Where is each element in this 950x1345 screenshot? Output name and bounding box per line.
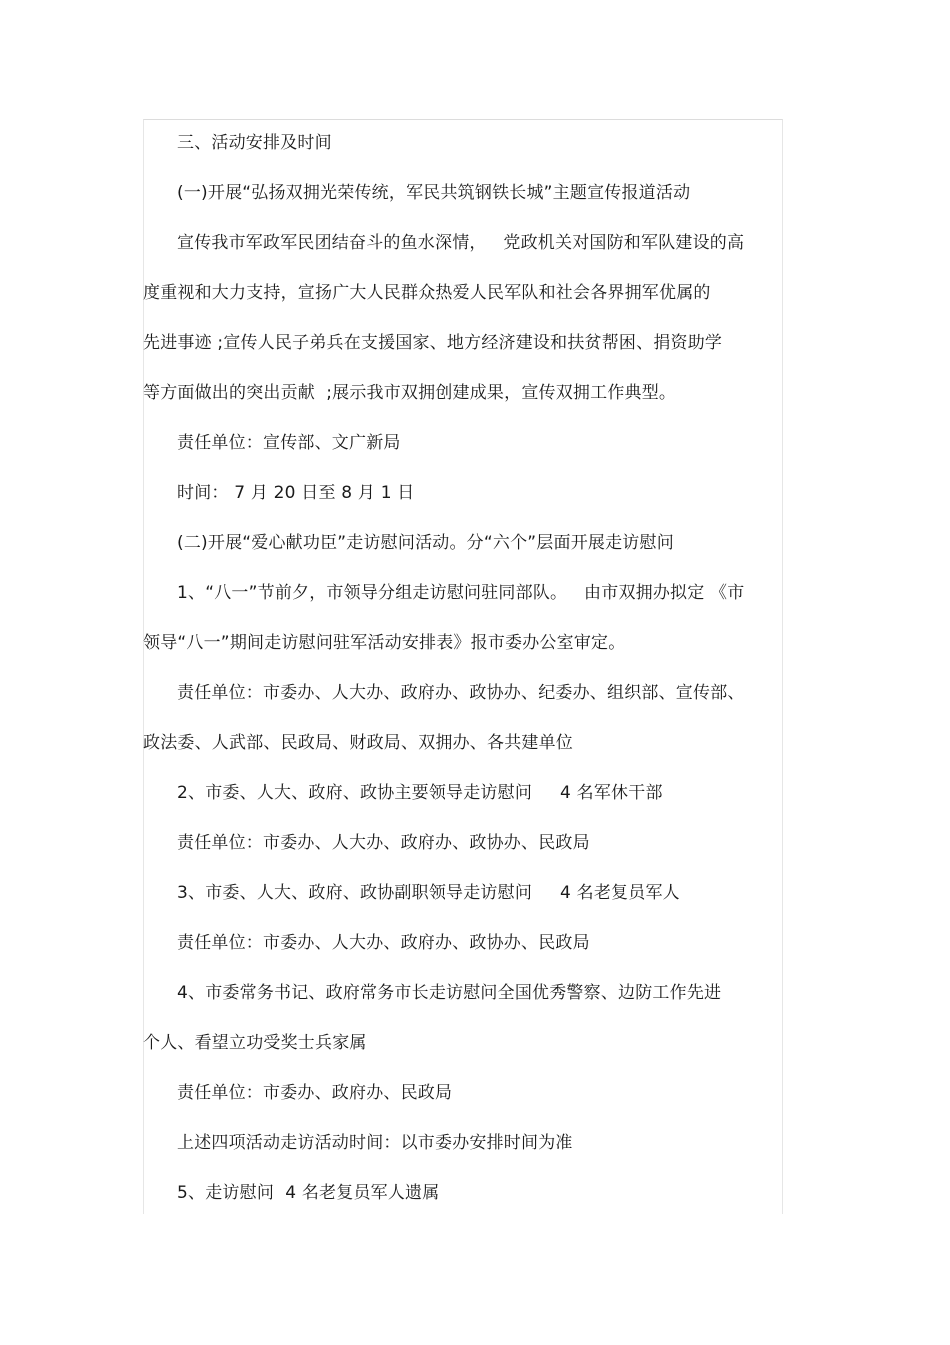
time-line: 时间： 7 月 20 日至 8 月 1 日 <box>177 483 415 503</box>
subsection-heading-2: (二)开展“爱心献功臣”走访慰问活动。分“六个”层面开展走访慰问 <box>177 533 674 553</box>
item-4-line: 4、市委常务书记、政府常务市长走访慰问全国优秀警察、边防工作先进 <box>177 983 722 1003</box>
responsible-unit-line: 责任单位：市委办、政府办、民政局 <box>177 1083 453 1103</box>
item-5-line: 5、走访慰问 4 名老复员军人遗属 <box>177 1183 440 1203</box>
paragraph-line: 等方面做出的突出贡献 ;展示我市双拥创建成果，宣传双拥工作典型。 <box>143 383 677 403</box>
subsection-heading-1: (一)开展“弘扬双拥光荣传统，军民共筑钢铁长城”主题宣传报道活动 <box>177 183 691 203</box>
item-3-line: 3、市委、人大、政府、政协副职领导走访慰问 4 名老复员军人 <box>177 883 680 903</box>
responsible-unit-line: 责任单位：市委办、人大办、政府办、政协办、民政局 <box>177 933 590 953</box>
paragraph-line: 宣传我市军政军民团结奋斗的鱼水深情， 党政机关对国防和军队建设的高 <box>177 233 745 253</box>
paragraph-line: 先进事迹 ;宣传人民子弟兵在支援国家、地方经济建设和扶贫帮困、捐资助学 <box>143 333 723 353</box>
responsible-unit-line: 责任单位：市委办、人大办、政府办、政协办、民政局 <box>177 833 590 853</box>
item-4-line: 个人、看望立功受奖士兵家属 <box>143 1033 367 1053</box>
responsible-unit-line: 责任单位：市委办、人大办、政府办、政协办、纪委办、组织部、宣传部、 <box>177 683 745 703</box>
item-1-line: 领导“八一”期间走访慰问驻军活动安排表》报市委办公室审定。 <box>143 633 626 653</box>
section-heading: 三、活动安排及时间 <box>177 133 332 153</box>
paragraph-line: 度重视和大力支持，宣扬广大人民群众热爱人民军队和社会各界拥军优属的 <box>143 283 711 303</box>
item-2-line: 2、市委、人大、政府、政协主要领导走访慰问 4 名军休干部 <box>177 783 663 803</box>
item-1-line: 1、“八一”节前夕，市领导分组走访慰问驻同部队。 由市双拥办拟定 《市 <box>177 583 745 603</box>
responsible-unit-line: 责任单位：宣传部、文广新局 <box>177 433 401 453</box>
responsible-unit-line: 政法委、人武部、民政局、财政局、双拥办、各共建单位 <box>143 733 573 753</box>
time-note-line: 上述四项活动走访活动时间：以市委办安排时间为准 <box>177 1133 573 1153</box>
